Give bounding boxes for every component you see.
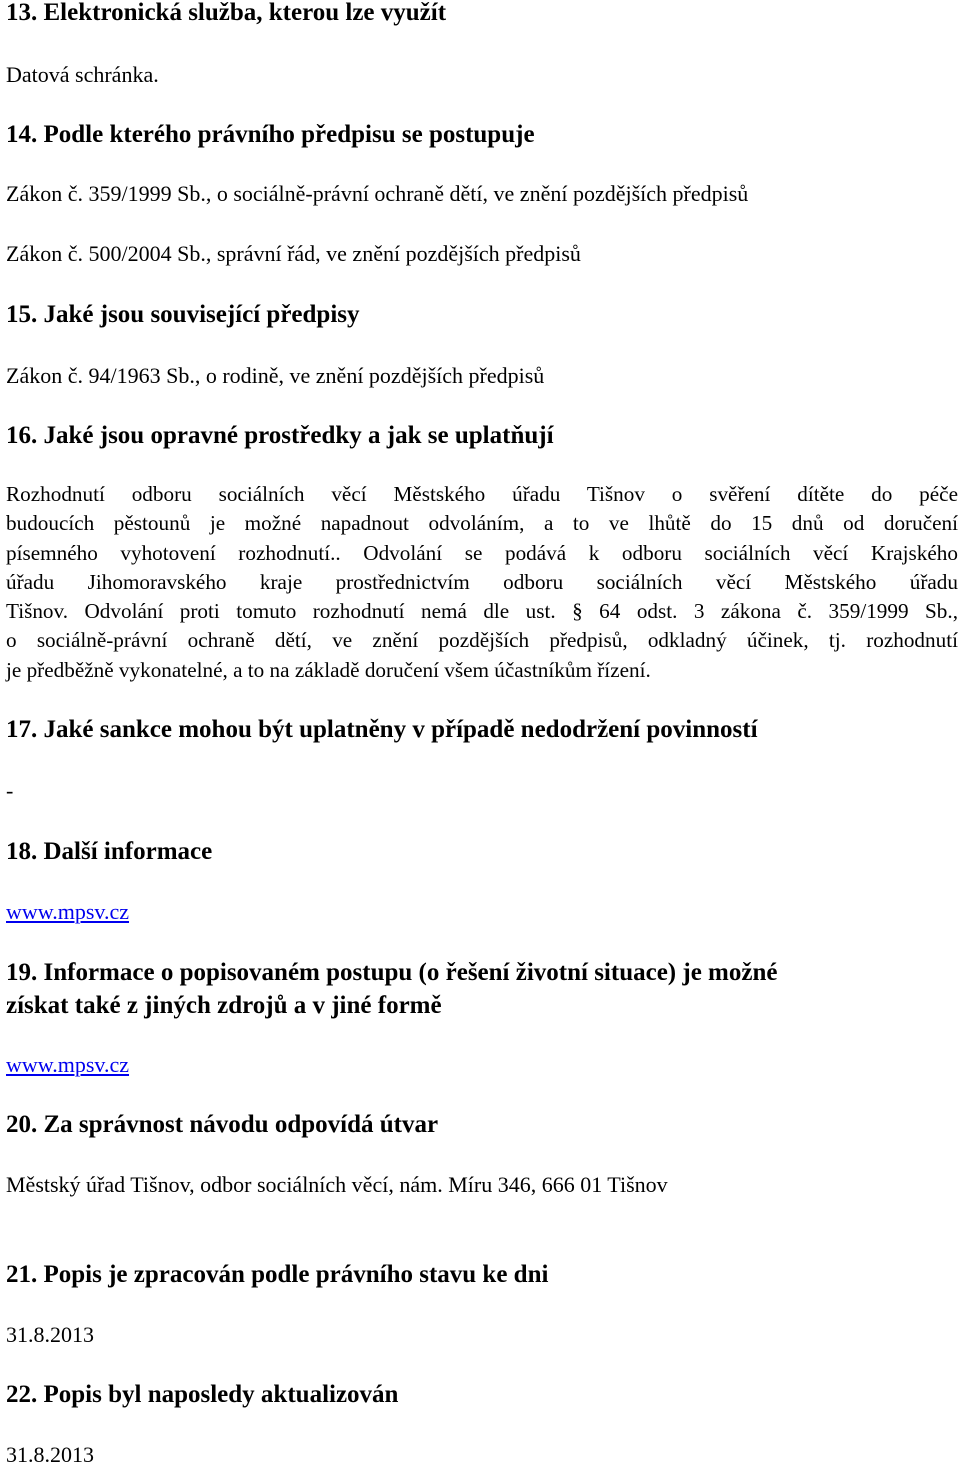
section-21-heading: 21. Popis je zpracován podle právního stavu ke dni xyxy=(6,1261,549,1288)
section-18-link[interactable]: www.mpsv.cz xyxy=(6,899,130,924)
section-21-text: 31.8.2013 xyxy=(6,1322,94,1347)
section-19-heading-line: 19. Informace o popisovaném postupu (o řešení životní situace) je možné xyxy=(6,959,778,986)
paragraph-line: budoucích pěstounů je možné napadnout odvoláním, a to ve lhůtě do 15 dnů od doručení xyxy=(6,511,958,536)
section-14-law-2: Zákon č. 500/2004 Sb., správní řád, ve znění pozdějších předpisů xyxy=(6,241,581,266)
paragraph-line: úřadu Jihomoravského kraje prostřednictvím odboru sociálních věcí Městského úřadu xyxy=(6,569,958,594)
section-15-text: Zákon č. 94/1963 Sb., o rodině, ve znění pozdějších předpisů xyxy=(6,363,545,388)
section-14-heading: 14. Podle kterého právního předpisu se postupuje xyxy=(6,121,535,148)
section-17-text: - xyxy=(6,778,14,803)
section-20-text: Městský úřad Tišnov, odbor sociálních věcí, nám. Míru 346, 666 01 Tišnov xyxy=(6,1172,668,1197)
section-18-heading: 18. Další informace xyxy=(6,838,213,865)
section-15-heading: 15. Jaké jsou související předpisy xyxy=(6,301,360,328)
paragraph-line: Tišnov. Odvolání proti tomuto rozhodnutí nemá dle ust. § 64 odst. 3 zákona č. 359/1999 Sb., xyxy=(6,599,958,624)
section-19-link[interactable]: www.mpsv.cz xyxy=(6,1052,130,1077)
section-13-text: Datová schránka. xyxy=(6,62,159,87)
section-14-law-1: Zákon č. 359/1999 Sb., o sociálně-právní ochraně dětí, ve znění pozdějších předpisů xyxy=(6,181,749,206)
section-17-heading: 17. Jaké sankce mohou být uplatněny v případě nedodržení povinností xyxy=(6,716,758,743)
section-16-heading: 16. Jaké jsou opravné prostředky a jak se uplatňují xyxy=(6,422,554,449)
paragraph-line: je předběžně vykonatelné, a to na základě doručení všem účastníkům řízení. xyxy=(6,657,651,682)
section-20-heading: 20. Za správnost návodu odpovídá útvar xyxy=(6,1111,439,1138)
section-19-heading xyxy=(6,956,777,1022)
section-22-heading: 22. Popis byl naposledy aktualizován xyxy=(6,1381,399,1408)
section-22-text: 31.8.2013 xyxy=(6,1442,94,1467)
paragraph-line: písemného vyhotovení rozhodnutí.. Odvolání se podává k odboru sociálních věcí Krajského xyxy=(6,540,958,565)
section-13-heading: 13. Elektronická služba, kterou lze využít xyxy=(6,0,447,26)
section-16-paragraph xyxy=(6,480,958,685)
paragraph-line: o sociálně-právní ochraně dětí, ve znění pozdějších předpisů, odkladný účinek, tj. rozhodnutí xyxy=(6,628,958,653)
paragraph-line: Rozhodnutí odboru sociálních věcí Městského úřadu Tišnov o svěření dítěte do péče xyxy=(6,482,958,506)
section-19-heading-line: získat také z jiných zdrojů a v jiné formě xyxy=(6,992,442,1019)
